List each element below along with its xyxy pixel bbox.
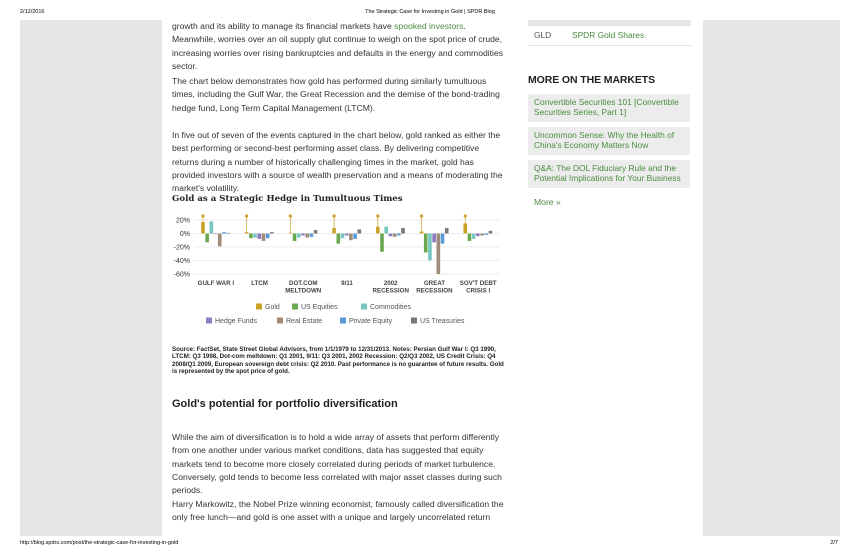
legend-label: Commodities — [370, 304, 411, 311]
y-tick-label: -20% — [173, 244, 190, 252]
chart-bar — [262, 234, 266, 241]
article-paragraph-6: Harry Markowitz, the Nobel Prize winning economist, famously called diversification the only free lunch—and gold is one asset with a unique and largely uncorrelated return — [172, 499, 504, 523]
gold-marker-dot — [376, 214, 379, 217]
chart-bar — [420, 231, 424, 233]
chart-bar — [397, 234, 401, 236]
chart-bar — [384, 227, 388, 234]
x-category-label: MELTDOWN — [285, 287, 322, 295]
legend-label: US Treasuries — [420, 318, 465, 325]
sidebar-top-strip — [528, 20, 691, 26]
gold-marker-dot — [289, 214, 292, 217]
article-paragraph-2: The chart below demonstrates how gold has performed during similarly tumultuous times, including the Gulf War, the Great Recession and the demise of the bond-trading hedge fund, Long Term Capital Management (LTCM). — [172, 76, 500, 113]
chart-bar — [432, 234, 436, 243]
chart-bar — [201, 222, 205, 233]
legend-label: Real Estate — [286, 318, 323, 325]
gold-marker-dot — [245, 214, 248, 217]
chart-bar — [214, 234, 218, 235]
chart-bar — [314, 230, 318, 233]
x-category-label: CRISIS I — [466, 287, 491, 295]
chart-bar — [257, 234, 261, 239]
right-margin-panel — [703, 20, 840, 536]
chart-bar — [376, 227, 380, 234]
legend-label: US Equities — [301, 304, 338, 311]
legend-label: Hedge Funds — [215, 318, 258, 325]
print-header — [0, 9, 860, 19]
x-category-label: SOV'T DEBT — [459, 280, 497, 287]
chart-bar — [445, 228, 449, 233]
chart-bar — [270, 232, 274, 233]
chart-bar — [341, 234, 345, 239]
chart-bar — [297, 234, 301, 238]
gold-marker-dot — [201, 214, 204, 217]
chart-source-note: Source: FactSet, State Street Global Advisors, from 1/1/1979 to 12/31/2013. Notes: Persian Gulf War I: Q3 1990, LTCM: Q3 1998, Dot-com meltdown: Q1 2001, 9/11: Q3 2001, 2002 Recession: Q2/Q3 2002, US Credit Crisis: Q4 2008/Q1 2009, European sovereign debt crisis: Q2 2010. Past performance is no guarantee of future results. Gold is represented by the spot price of gold. — [172, 346, 504, 376]
chart-bar — [305, 234, 309, 238]
more-link[interactable]: More » — [534, 197, 561, 207]
chart-bar — [210, 221, 214, 233]
legend-swatch — [411, 318, 417, 324]
print-page-number: 2/7 — [830, 540, 838, 546]
chart-bar — [393, 234, 397, 237]
chart-bar — [337, 234, 341, 244]
legend-label: Private Equity — [349, 318, 393, 325]
chart-bar — [489, 231, 493, 234]
ticker-symbol: GLD — [534, 30, 552, 40]
chart-bar — [441, 234, 445, 244]
x-category-label: RECESSION — [372, 287, 409, 295]
x-category-label: GREAT — [423, 280, 446, 287]
chart-title: Gold as a Strategic Hedge in Tumultuous Times — [172, 194, 403, 204]
legend-swatch — [361, 304, 367, 310]
legend-swatch — [292, 304, 298, 310]
gold-marker-dot — [420, 214, 423, 217]
print-date: 2/12/2016 — [20, 9, 45, 15]
more-on-markets-heading: MORE ON THE MARKETS — [528, 74, 656, 86]
chart-bar — [332, 228, 336, 233]
chart-bar — [463, 223, 467, 233]
chart-bar — [349, 234, 353, 241]
legend-swatch — [340, 318, 346, 324]
chart-bar — [226, 233, 230, 234]
x-category-label: RECESSION — [416, 287, 453, 295]
gold-marker-dot — [333, 214, 336, 217]
chart-bar — [218, 234, 222, 247]
y-tick-label: -60% — [173, 271, 190, 279]
print-url: http://blog.spdrs.com/post/the-strategic-case-for-investing-in-gold — [20, 540, 179, 546]
chart-bar — [245, 232, 249, 233]
article-paragraph-1: growth and its ability to manage its financial markets have spooked investors. Meanwhile, worries over an oil supply glut continue to weigh on the spot price of crude, increasing worries over rising bankruptcies and defaults in the energy and commodities sector. — [172, 21, 504, 71]
chart-bar — [468, 234, 472, 241]
chart-bar — [389, 234, 393, 237]
chart-bar — [301, 234, 305, 236]
chart-bar — [293, 234, 297, 241]
section-heading: Gold's potential for portfolio diversification — [172, 398, 398, 410]
chart-bar — [266, 234, 270, 239]
x-category-label: 2002 — [383, 280, 398, 287]
x-category-label: DOT.COM — [289, 280, 318, 287]
market-article-link[interactable]: Uncommon Sense: Why the Health of China's Economy Matters Now — [528, 127, 690, 155]
y-tick-label: -40% — [173, 258, 190, 265]
market-article-link[interactable]: Convertible Securities 101 [Convertible Securities Series, Part 1] — [528, 94, 690, 122]
chart-bar — [249, 234, 253, 239]
chart-bar — [289, 233, 293, 234]
chart-bar — [480, 234, 484, 236]
chart-bar — [222, 232, 226, 233]
chart-bar — [253, 234, 257, 238]
chart-bar — [428, 234, 432, 261]
chart-bar — [310, 234, 314, 237]
market-article-link[interactable]: Q&A: The DOL Fiduciary Rule and the Potential Implications for Your Business — [528, 160, 690, 188]
chart-bar — [484, 234, 488, 235]
left-margin-panel — [20, 20, 162, 536]
y-tick-label: 0% — [179, 231, 190, 238]
ticker-name-link[interactable]: SPDR Gold Shares — [572, 30, 645, 40]
gold-hedge-chart — [170, 208, 505, 332]
print-title: The Strategic Case for Investing in Gold | SPDR Blog — [365, 9, 495, 15]
article-paragraph-3: In five out of seven of the events captured in the chart below, gold ranked as either the best performing or second-best performing asset class. By delivering competitive returns during a number of historically challenging times in the market, gold has provided investors with a source of wealth preservation and a means of moderating the market's volatility. — [172, 130, 503, 194]
spooked-investors-link[interactable]: spooked investors — [394, 21, 464, 31]
gold-marker-dot — [464, 214, 467, 217]
legend-swatch — [256, 304, 262, 310]
chart-bar — [424, 234, 428, 253]
legend-label: Gold — [265, 304, 280, 311]
x-category-label: GULF WAR I — [197, 280, 235, 287]
chart-bar — [437, 234, 441, 275]
chart-bar — [353, 234, 357, 239]
chart-bar — [401, 228, 405, 233]
x-category-label: 9/11 — [341, 280, 353, 287]
chart-bar — [380, 234, 384, 252]
y-tick-label: 20% — [175, 217, 190, 225]
chart-bar — [345, 234, 349, 236]
ticker-divider — [528, 45, 691, 46]
chart-bar — [358, 229, 362, 233]
chart-bar — [472, 234, 476, 239]
legend-swatch — [277, 318, 283, 324]
legend-swatch — [206, 318, 212, 324]
article-paragraph-5: While the aim of diversification is to hold a wide array of assets that perform differently from one another under various market conditions, data has suggested that equity markets tend to become more closely correlated during periods of market turbulence. Conversely, gold tends to become less correlated with major asset classes during such periods. — [172, 432, 502, 496]
chart-bar — [476, 234, 480, 237]
chart-bar — [205, 234, 209, 243]
x-category-label: LTCM — [251, 280, 268, 287]
